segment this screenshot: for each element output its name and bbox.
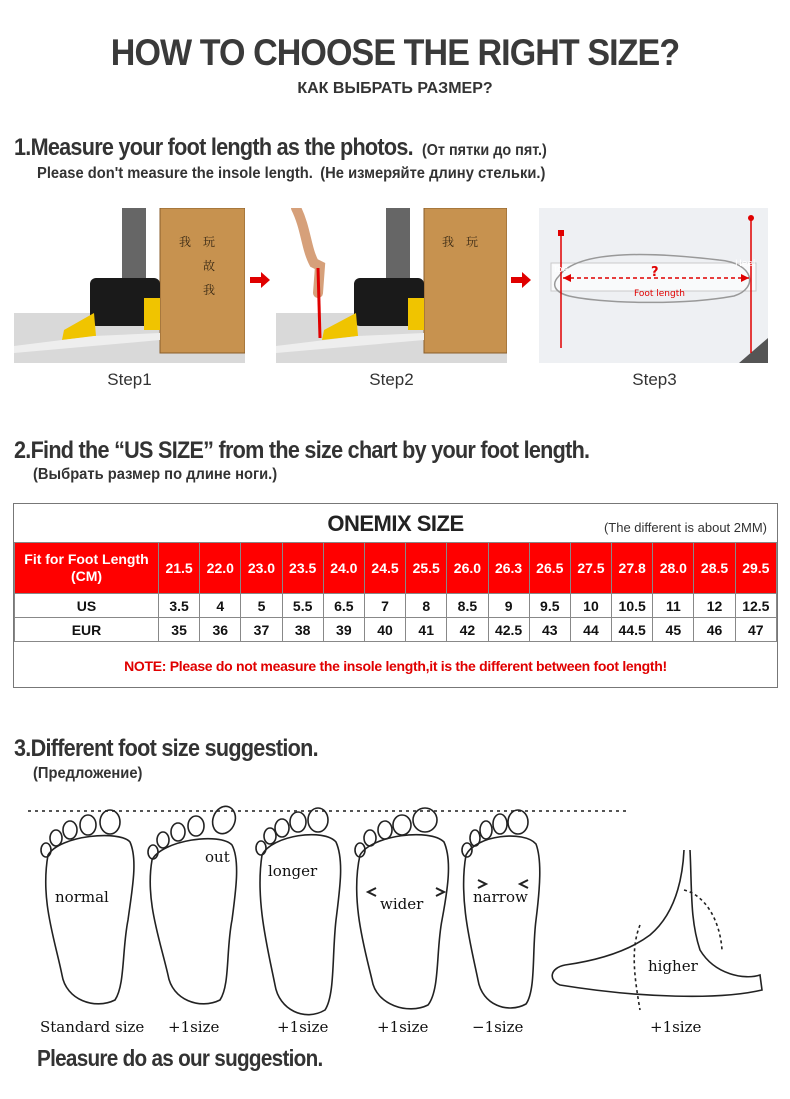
us-cell: 3.5 [159,594,200,618]
cm-cell: 21.5 [159,543,200,594]
us-cell: 12 [694,594,735,618]
us-cell: 9 [488,594,529,618]
step1-photo [14,208,245,363]
us-cell: 7 [364,594,405,618]
eur-cell: 43 [529,618,570,642]
svg-text:故: 故 [203,259,216,273]
foot-diagrams [0,800,790,1040]
section1-heading-ru: (От пятки до пят.) [421,142,547,159]
eur-cell: 36 [200,618,241,642]
cm-cell: 25.5 [406,543,447,594]
cm-label-line1: Fit for Foot Length [24,551,149,567]
cm-cell: 23.0 [241,543,282,594]
foot-caption-narrow: −1size [472,1018,524,1036]
cm-cell: 26.0 [447,543,488,594]
heel-label: Heel [735,259,756,269]
section3-subheading: (Предложение) [33,765,143,782]
eur-cell: 46 [694,618,735,642]
eur-cell: 40 [364,618,405,642]
step3-photo [539,208,768,363]
svg-text:我: 我 [203,283,216,297]
eur-cell: 42.5 [488,618,529,642]
cm-cell: 24.0 [323,543,364,594]
foot-higher-illustration [552,850,762,1010]
foot-narrow-illustration [462,810,540,1008]
cm-label-line2: (CM) [70,568,103,584]
arrow-right-icon [250,272,270,288]
foot-caption-longer: +1size [277,1018,329,1036]
us-cell: 9.5 [529,594,570,618]
us-cell: 8.5 [447,594,488,618]
cm-cell: 26.3 [488,543,529,594]
size-chart-header [14,504,777,542]
eur-cell: 44.5 [612,618,653,642]
us-cell: 6.5 [323,594,364,618]
cm-cell: 26.5 [529,543,570,594]
cm-cell: 29.5 [735,543,776,594]
cm-row [15,543,777,594]
foot-length-label: Foot length [634,289,685,299]
foot-normal-illustration [41,810,134,1004]
footer-suggestion: Pleasure do as our suggestion. [37,1045,323,1071]
us-cell: 5 [241,594,282,618]
step3-label: Step3 [632,370,677,389]
eur-cell: 38 [282,618,323,642]
eur-cell: 41 [406,618,447,642]
cm-cell: 24.5 [364,543,405,594]
step1-label: Step1 [107,370,152,389]
foot-caption-out: +1size [168,1018,220,1036]
cm-cell: 27.8 [612,543,653,594]
eur-cell: 35 [159,618,200,642]
foot-word-higher: higher [648,957,698,975]
eur-row-label: EUR [15,618,159,642]
question-mark: ? [651,265,659,280]
foot-caption-wider: +1size [377,1018,429,1036]
us-cell: 5.5 [282,594,323,618]
foot-word-out: out [205,848,230,866]
eur-row [15,618,777,642]
svg-text:玩: 玩 [466,235,479,249]
svg-text:我: 我 [442,235,455,249]
us-cell: 10 [570,594,611,618]
step2-photo [276,208,507,363]
section1-sub-text: Please don't measure the insole length. [37,165,313,182]
cm-cell: 23.5 [282,543,323,594]
size-chart-title: ONEMIX SIZE [327,511,464,536]
section1-heading [14,134,547,162]
section1-sub-ru: (Не измеряйте длину стельки.) [320,165,546,182]
foot-longer-illustration [256,808,341,1015]
foot-word-wider: wider [380,895,424,913]
cm-cell: 28.5 [694,543,735,594]
foot-word-longer: longer [268,862,318,880]
us-cell: 8 [406,594,447,618]
page-title: HOW TO CHOOSE THE RIGHT SIZE? [110,32,680,73]
size-chart-warning: NOTE: Please do not measure the insole length,it is the different between foot length! [124,658,667,674]
cm-cell: 28.0 [653,543,694,594]
us-row-label: US [15,594,159,618]
svg-text:我: 我 [179,235,192,249]
section1-subheading [37,165,545,183]
section2-subheading: (Выбрать размер по длине ноги.) [33,466,278,483]
arrow-right-icon [511,272,531,288]
foot-word-narrow: narrow [473,888,528,906]
foot-caption-normal: Standard size [40,1018,145,1036]
us-row [15,594,777,618]
eur-cell: 37 [241,618,282,642]
eur-cell: 39 [323,618,364,642]
eur-cell: 45 [653,618,694,642]
foot-word-normal: normal [55,888,109,906]
cm-cell: 27.5 [570,543,611,594]
section1-heading-text: 1.Measure your foot length as the photos. [14,134,413,161]
foot-caption-higher: +1size [650,1018,702,1036]
foot-out-illustration [148,803,239,1004]
size-chart [13,503,778,688]
eur-cell: 42 [447,618,488,642]
step2-label: Step2 [369,370,414,389]
toe-label: Toe [553,265,569,275]
size-grid [14,542,777,642]
size-chart-note: (The different is about 2MM) [603,520,767,535]
cm-cell: 22.0 [200,543,241,594]
section3-heading: 3.Different foot size suggestion. [14,735,318,762]
eur-cell: 47 [735,618,776,642]
section2-heading: 2.Find the “US SIZE” from the size chart by your foot length. [14,437,590,464]
svg-text:玩: 玩 [203,235,216,249]
page-subtitle: КАК ВЫБРАТЬ РАЗМЕР? [297,80,493,97]
us-cell: 4 [200,594,241,618]
cm-row-label [15,543,159,594]
us-cell: 12.5 [735,594,776,618]
us-cell: 10.5 [612,594,653,618]
eur-cell: 44 [570,618,611,642]
us-cell: 11 [653,594,694,618]
